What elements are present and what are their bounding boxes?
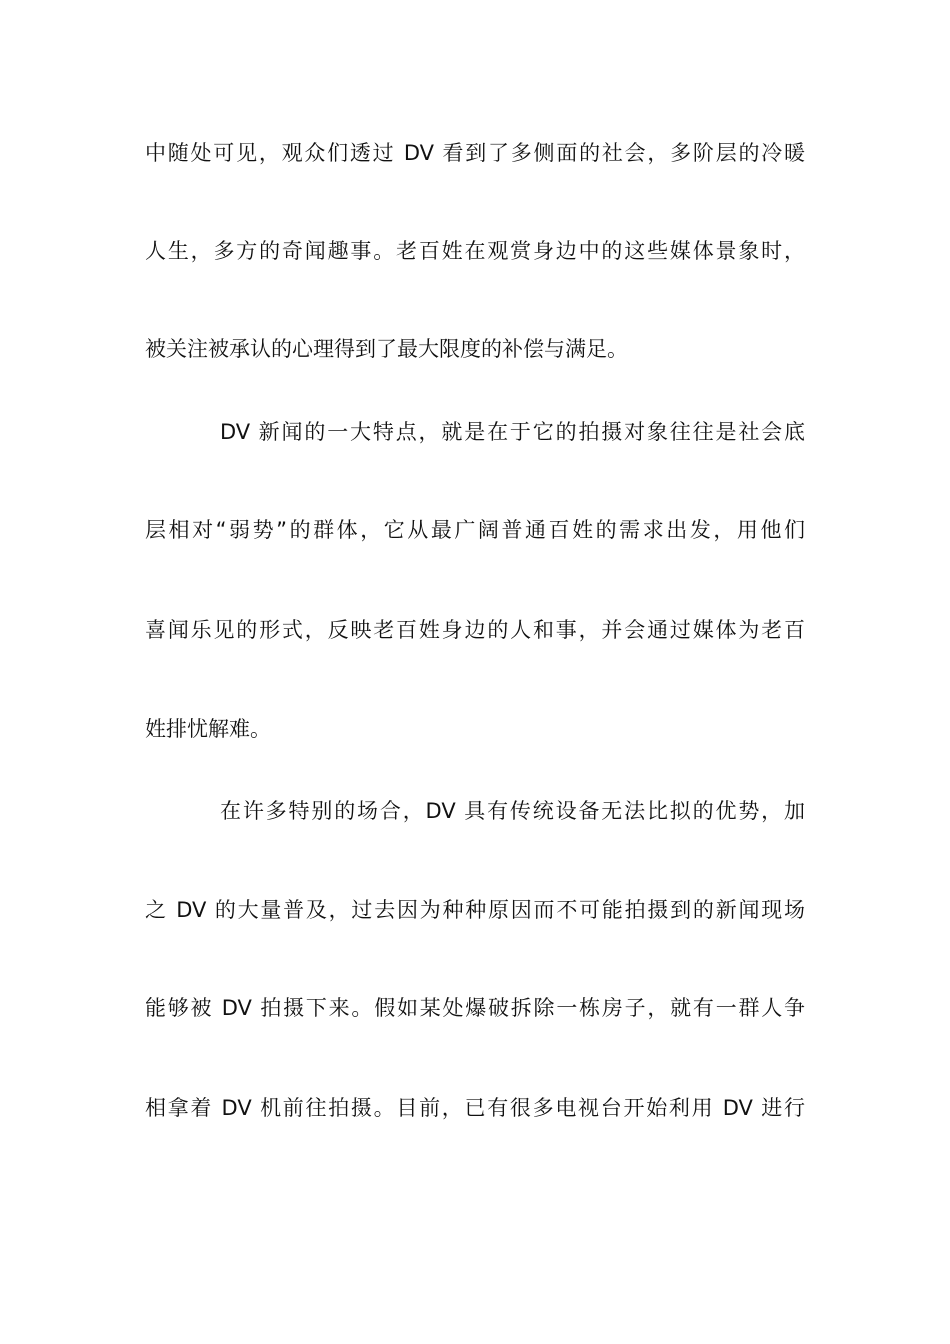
text-line-4: DV 新闻的一大特点，就是在于它的拍摄对象往往是社会底 bbox=[220, 420, 805, 444]
text-line-10: 能够被 DV 拍摄下来。假如某处爆破拆除一栋房子，就有一群人争 bbox=[145, 996, 805, 1020]
text-line-2: 人生，多方的奇闻趣事。老百姓在观赏身边中的这些媒体景象时， bbox=[145, 239, 805, 263]
text-line-11: 相拿着 DV 机前往拍摄。目前，已有很多电视台开始利用 DV 进行 bbox=[145, 1096, 805, 1120]
text-line-1: 中随处可见，观众们透过 DV 看到了多侧面的社会，多阶层的冷暖 bbox=[145, 141, 805, 165]
text-line-7: 姓排忧解难。 bbox=[145, 717, 271, 741]
text-line-9: 之 DV 的大量普及，过去因为种种原因而不可能拍摄到的新闻现场 bbox=[145, 898, 805, 922]
text-line-8: 在许多特别的场合，DV 具有传统设备无法比拟的优势，加 bbox=[220, 799, 805, 823]
text-line-3: 被关注被承认的心理得到了最大限度的补偿与满足。 bbox=[145, 337, 628, 361]
text-line-6: 喜闻乐见的形式，反映老百姓身边的人和事，并会通过媒体为老百 bbox=[145, 618, 805, 642]
text-line-5: 层相对“弱势”的群体，它从最广阔普通百姓的需求出发，用他们 bbox=[145, 518, 805, 542]
